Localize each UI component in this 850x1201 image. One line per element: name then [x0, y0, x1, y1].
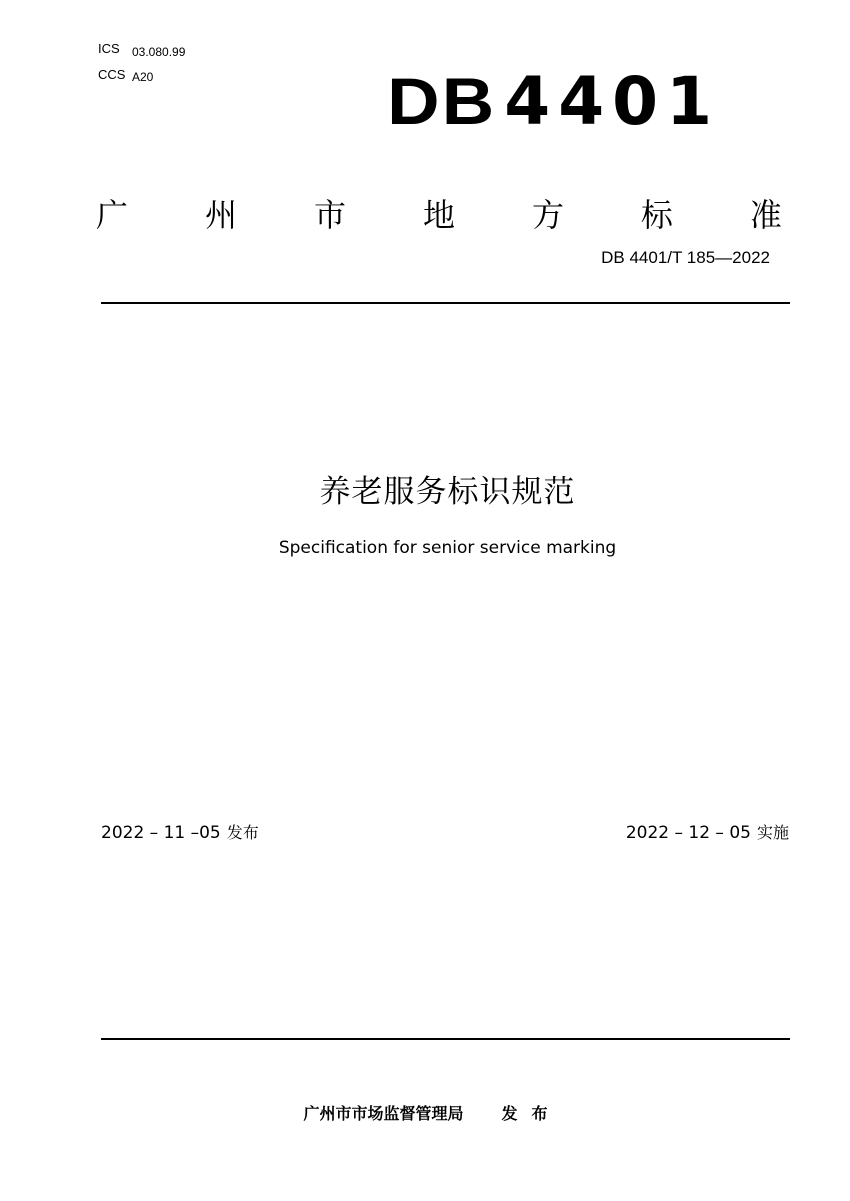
ics-line	[98, 40, 185, 66]
category-char: 方	[531, 196, 564, 234]
document-title-en: Specification for senior service marking	[278, 538, 617, 558]
category-char: 地	[422, 196, 455, 234]
category-char: 市	[313, 196, 346, 234]
category-char: 标	[640, 196, 673, 234]
standard-number: DB 4401/T 185—2022	[601, 248, 770, 267]
ccs-line	[98, 66, 185, 92]
classification-codes	[98, 40, 185, 92]
standard-category	[96, 190, 782, 236]
bottom-divider	[101, 1038, 790, 1040]
top-divider	[101, 302, 790, 304]
document-title-cn: 养老服务标识规范	[319, 474, 576, 510]
mark-code: 4401	[504, 63, 720, 140]
issue-label: 发布	[226, 823, 259, 842]
ccs-value: A20	[132, 70, 154, 84]
issue-date-value: 2022 – 11 –05	[101, 823, 221, 843]
implementation-label: 实施	[756, 823, 789, 842]
category-char: 广	[96, 196, 129, 234]
ics-label: ICS	[98, 41, 120, 56]
mark-prefix: DB	[387, 64, 497, 138]
category-char: 州	[204, 196, 237, 234]
ics-value: 03.080.99	[132, 45, 186, 59]
publisher-name: 广州市市场监督管理局	[303, 1104, 464, 1123]
issue-date	[101, 820, 259, 843]
ccs-label: CCS	[98, 67, 126, 82]
implementation-date-value: 2022 – 12 – 05	[625, 823, 751, 843]
category-char: 准	[749, 196, 782, 234]
publisher	[0, 1101, 850, 1124]
publisher-action: 发布	[501, 1104, 562, 1123]
implementation-date	[626, 820, 789, 843]
standard-mark	[387, 63, 720, 140]
